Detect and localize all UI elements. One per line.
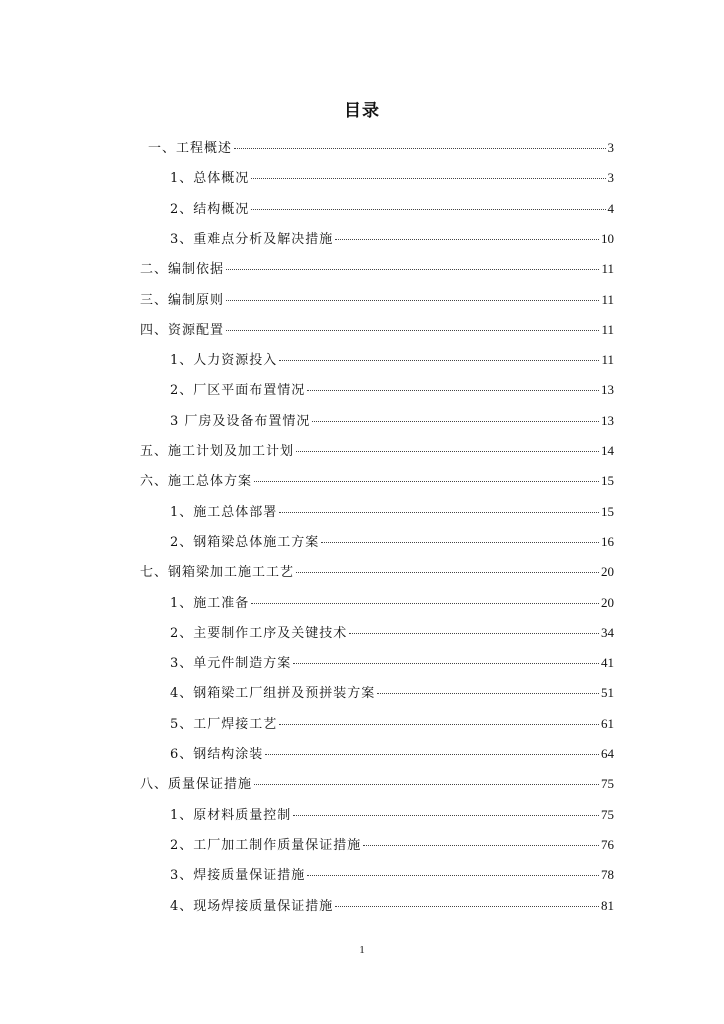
toc-entry-page-number: 11 [601, 261, 614, 277]
toc-entry[interactable] [170, 716, 614, 733]
toc-entry-label: 五、施工计划及加工计划 [140, 444, 295, 459]
toc-entry-label: 2、工厂加工制作质量保证措施 [170, 837, 362, 853]
toc-entry[interactable] [170, 685, 614, 702]
toc-entry-label: 2、主要制作工序及关键技术 [170, 625, 348, 641]
toc-dot-leader [335, 906, 599, 907]
toc-entry[interactable] [170, 807, 614, 824]
toc-dot-leader [312, 421, 599, 422]
toc-entry-label: 3、重难点分析及解决措施 [170, 231, 334, 247]
toc-entry[interactable] [170, 352, 614, 369]
toc-dot-leader [254, 481, 599, 482]
toc-entry-page-number: 76 [601, 836, 614, 852]
toc-entry[interactable] [140, 322, 614, 339]
toc-entry-page-number: 10 [601, 230, 614, 246]
toc-entry[interactable] [170, 867, 614, 884]
toc-entry-page-number: 16 [601, 533, 614, 549]
toc-entry-label: 一、工程概述 [148, 141, 233, 156]
toc-entry-label: 1、施工总体部署 [170, 504, 278, 520]
toc-entry-label: 1、总体概况 [170, 171, 250, 187]
toc-entry[interactable] [170, 504, 614, 521]
toc-dot-leader [279, 512, 599, 513]
toc-entry[interactable] [140, 564, 614, 581]
toc-dot-leader [251, 178, 605, 179]
toc-entry[interactable] [140, 261, 614, 278]
toc-dot-leader [226, 300, 599, 301]
toc-dot-leader [335, 239, 599, 240]
toc-dot-leader [307, 390, 599, 391]
toc-dot-leader [349, 633, 599, 634]
toc-entry[interactable] [140, 473, 614, 490]
toc-entry-label: 六、施工总体方案 [140, 474, 253, 490]
toc-entry-page-number: 11 [601, 352, 614, 368]
toc-dot-leader [251, 603, 599, 604]
toc-dot-leader [265, 754, 599, 755]
toc-dot-leader [293, 815, 599, 816]
toc-dot-leader [363, 845, 599, 846]
toc-entry[interactable] [170, 837, 614, 854]
toc-dot-leader [226, 330, 599, 331]
toc-entry-label: 5、工厂焊接工艺 [170, 716, 278, 732]
toc-entry[interactable] [170, 413, 614, 430]
toc-entry-page-number: 13 [601, 382, 614, 398]
toc-dot-leader [279, 724, 599, 725]
toc-entry-page-number: 20 [601, 594, 614, 610]
toc-entry-label: 6、钢结构涂装 [170, 747, 264, 762]
toc-entry-label: 八、质量保证措施 [140, 777, 253, 793]
toc-entry-label: 四、资源配置 [140, 322, 225, 338]
toc-entry[interactable] [170, 231, 614, 248]
toc-entry-page-number: 75 [601, 806, 614, 822]
toc-entry[interactable] [170, 746, 614, 763]
toc-entry[interactable] [148, 140, 614, 157]
toc-entry-page-number: 3 [607, 140, 614, 155]
toc-entry-label: 3、单元件制造方案 [170, 656, 292, 672]
toc-dot-leader [377, 693, 599, 694]
toc-entry-label: 1、原材料质量控制 [170, 807, 292, 823]
page-title: 目录 [344, 101, 380, 121]
toc-entry[interactable] [140, 292, 614, 309]
toc-entry-label: 三、编制原则 [140, 292, 225, 308]
toc-dot-leader [279, 360, 599, 361]
toc-entry-page-number: 15 [601, 473, 614, 489]
toc-entry[interactable] [170, 898, 614, 915]
toc-entry-page-number: 11 [601, 291, 614, 307]
toc-entry[interactable] [170, 201, 614, 218]
page-number: 1 [359, 944, 365, 956]
toc-entry[interactable] [170, 170, 614, 187]
toc-dot-leader [293, 663, 599, 664]
toc-entry-page-number: 34 [601, 624, 614, 640]
toc-entry-label: 七、钢箱梁加工施工工艺 [140, 565, 295, 581]
toc-dot-leader [307, 875, 599, 876]
toc-entry[interactable] [170, 595, 614, 612]
toc-dot-leader [226, 269, 599, 270]
toc-entry-label: 2、厂区平面布置情况 [170, 383, 306, 399]
toc-entry[interactable] [170, 625, 614, 642]
toc-entry-page-number: 4 [607, 200, 614, 216]
toc-entry-page-number: 75 [601, 776, 614, 792]
toc-dot-leader [234, 148, 605, 149]
toc-entry-page-number: 20 [601, 564, 614, 580]
toc-entry-label: 1、施工准备 [170, 595, 250, 611]
toc-entry-page-number: 78 [601, 867, 614, 883]
toc-entry-label: 2、结构概况 [170, 201, 250, 217]
toc-dot-leader [296, 451, 599, 452]
toc-entry-label: 3、焊接质量保证措施 [170, 868, 306, 884]
toc-dot-leader [254, 784, 599, 785]
toc-entry-label: 3 厂房及设备布置情况 [170, 413, 311, 429]
toc-entry-label: 4、钢箱梁工厂组拼及预拼装方案 [170, 686, 376, 702]
toc-entry-page-number: 14 [601, 443, 614, 458]
toc-dot-leader [251, 209, 605, 210]
toc-entry[interactable] [140, 776, 614, 793]
toc-entry-page-number: 13 [601, 412, 614, 428]
toc-entry-label: 4、现场焊接质量保证措施 [170, 898, 334, 914]
toc-entry[interactable] [170, 534, 614, 551]
toc-entry[interactable] [170, 382, 614, 399]
toc-entry-label: 1、人力资源投入 [170, 353, 278, 369]
toc-entry[interactable] [140, 443, 614, 460]
toc-dot-leader [296, 572, 599, 573]
toc-entry-label: 二、编制依据 [140, 262, 225, 278]
toc-entry-page-number: 61 [601, 715, 614, 731]
toc-entry-page-number: 81 [601, 897, 614, 913]
toc-entry-page-number: 15 [601, 503, 614, 519]
toc-entry-page-number: 3 [607, 170, 614, 186]
toc-entry-page-number: 51 [601, 685, 614, 701]
toc-entry-page-number: 11 [601, 321, 614, 337]
toc-entry-page-number: 41 [601, 655, 614, 671]
toc-entry-page-number: 64 [601, 746, 614, 761]
toc-entry[interactable] [170, 655, 614, 672]
toc-entry-label: 2、钢箱梁总体施工方案 [170, 534, 320, 550]
toc-dot-leader [321, 542, 599, 543]
